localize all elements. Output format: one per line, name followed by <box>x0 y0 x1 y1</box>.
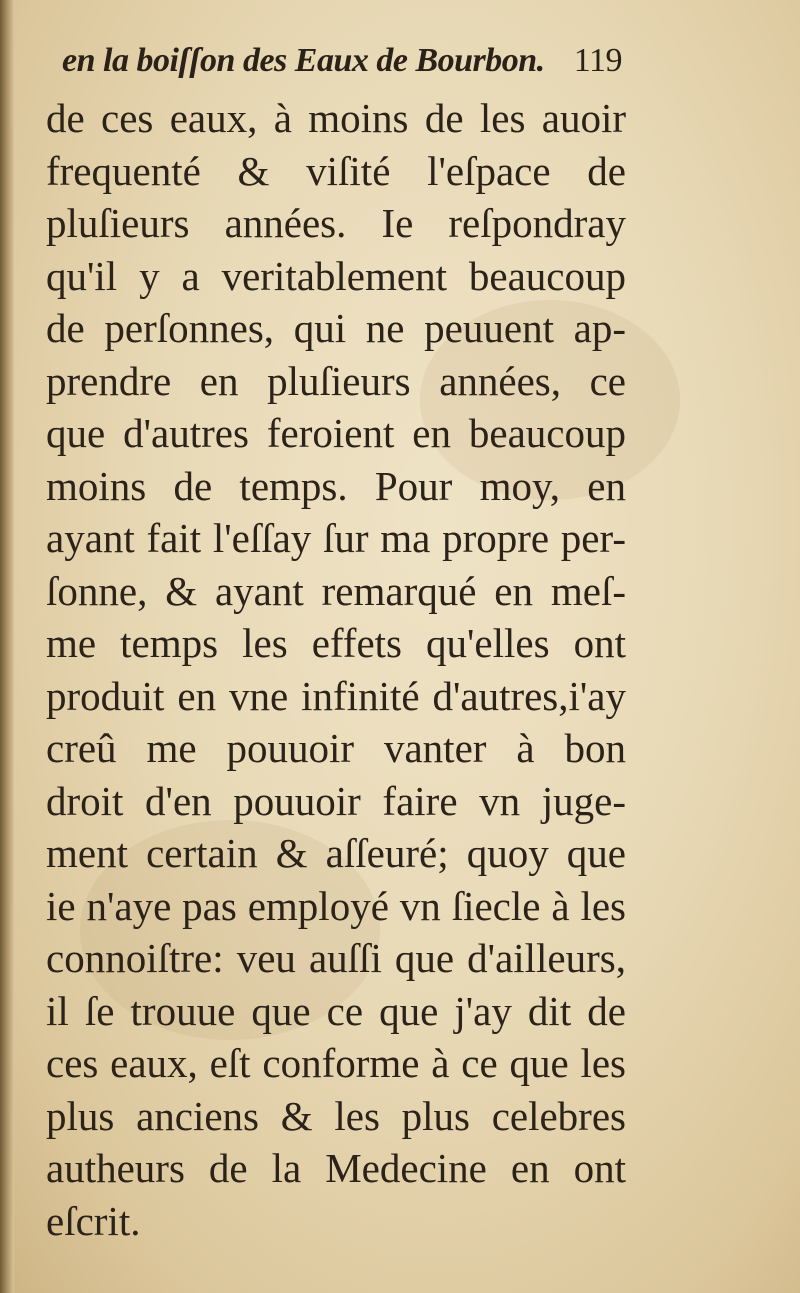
text-line: autheurs de la Medecine en ont <box>46 1145 626 1191</box>
text-line: ayant fait l'eſſay ſur ma propre per- <box>46 515 626 561</box>
text-line: droit d'en pouuoir faire vn juge- <box>46 777 626 824</box>
text-line: il ſe trouue que ce que j'ay dit de <box>46 987 626 1034</box>
text-line: ie n'aye pas employé vn ſiecle à les <box>46 882 626 929</box>
text-line: connoiſtre: veu auſſi que d'ailleurs, <box>46 935 626 981</box>
text-line: ment certain & aſſeuré; quoy que <box>46 830 626 876</box>
text-line: ces eaux, eſt conforme à ce que les <box>46 1040 626 1086</box>
text-line: que d'autres feroient en beaucoup <box>46 410 626 456</box>
text-line: de ces eaux, à moins de les auoir <box>46 95 626 141</box>
text-line: qu'il y a veritablement beaucoup <box>46 252 626 299</box>
text-line: pluſieurs années. Ie reſpondray <box>46 200 626 246</box>
text-line: plus anciens & les plus celebres <box>46 1092 626 1139</box>
text-line: produit en vne infinité d'autres,i'ay <box>46 672 626 719</box>
text-line: creû me pouuoir vanter à bon <box>46 725 626 771</box>
text-line: moins de temps. Pour moy, en <box>46 462 626 509</box>
text-line: de perſonnes, qui ne peuuent ap- <box>46 305 626 351</box>
text-line: ſonne, & ayant remarqué en meſ- <box>46 567 626 614</box>
binding-gutter <box>0 0 14 1293</box>
body-text <box>46 92 626 1247</box>
text-line: eſcrit. <box>46 1197 141 1244</box>
page-number: 119 <box>573 42 622 79</box>
text-line: prendre en pluſieurs années, ce <box>46 357 626 404</box>
running-head <box>62 42 622 92</box>
running-title: en la boiſſon des Eaux de Bourbon. <box>62 42 545 79</box>
text-line: frequenté & viſité l'eſpace de <box>46 147 626 194</box>
text-line: me temps les effets qu'elles ont <box>46 620 626 666</box>
